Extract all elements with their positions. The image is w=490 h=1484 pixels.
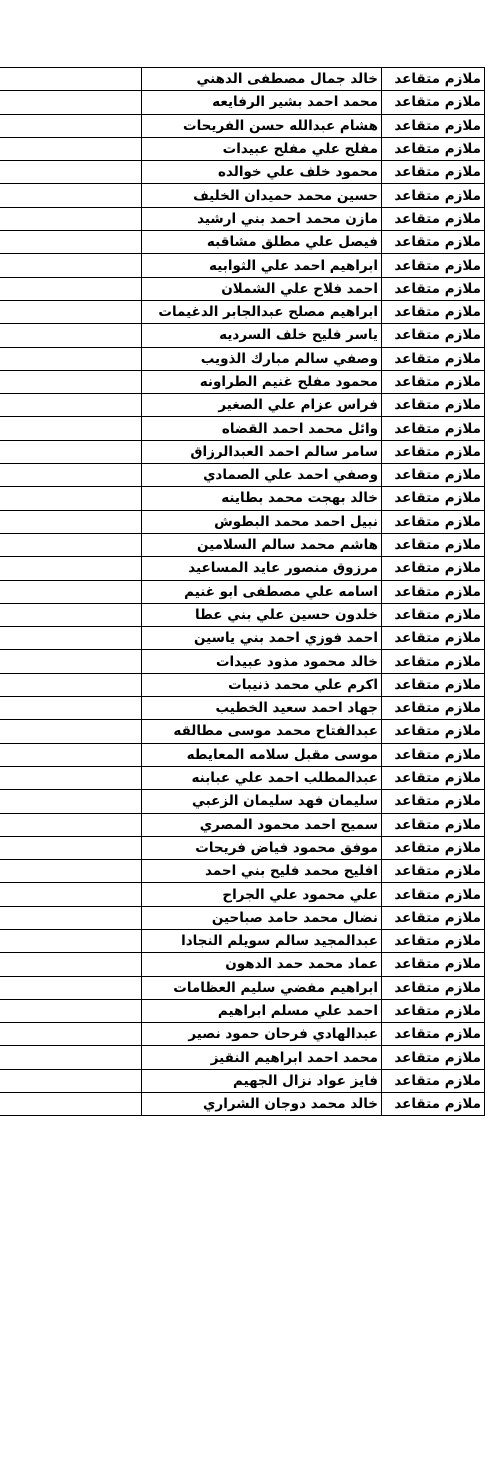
empty-cell	[0, 580, 142, 603]
empty-cell	[0, 464, 142, 487]
rank-cell: ملازم متقاعد	[382, 860, 485, 883]
table-row	[0, 533, 485, 556]
table-row	[0, 347, 485, 370]
table-row	[0, 557, 485, 580]
table-row	[0, 161, 485, 184]
name-cell: عبدالفتاح محمد موسى مطالقه	[142, 720, 382, 743]
empty-cell	[0, 347, 142, 370]
name-cell: هشام عبدالله حسن الفريحات	[142, 114, 382, 137]
table-row	[0, 697, 485, 720]
name-cell: نبيل احمد محمد البطوش	[142, 510, 382, 533]
rank-cell: ملازم متقاعد	[382, 91, 485, 114]
empty-cell	[0, 790, 142, 813]
table-row	[0, 91, 485, 114]
rank-cell: ملازم متقاعد	[382, 394, 485, 417]
name-cell: خالد محمد دوجان الشراري	[142, 1093, 382, 1116]
name-cell: مفلح علي مفلح عبيدات	[142, 137, 382, 160]
empty-cell	[0, 137, 142, 160]
empty-cell	[0, 673, 142, 696]
table-row	[0, 766, 485, 789]
table-row	[0, 650, 485, 673]
empty-cell	[0, 1046, 142, 1069]
rank-cell: ملازم متقاعد	[382, 1046, 485, 1069]
name-cell: اكرم علي محمد ذنيبات	[142, 673, 382, 696]
name-cell: عماد محمد حمد الدهون	[142, 953, 382, 976]
name-cell: سليمان فهد سليمان الزعبي	[142, 790, 382, 813]
empty-cell	[0, 91, 142, 114]
rank-cell: ملازم متقاعد	[382, 999, 485, 1022]
name-cell: عبدالمطلب احمد علي عبابنه	[142, 766, 382, 789]
name-cell: خلدون حسين علي بني عطا	[142, 603, 382, 626]
table-row	[0, 394, 485, 417]
empty-cell	[0, 254, 142, 277]
name-cell: فيصل علي مطلق مشاقبه	[142, 231, 382, 254]
table-row	[0, 254, 485, 277]
name-cell: حسين محمد حميدان الخليف	[142, 184, 382, 207]
empty-cell	[0, 417, 142, 440]
rank-cell: ملازم متقاعد	[382, 673, 485, 696]
name-cell: احمد علي مسلم ابراهيم	[142, 999, 382, 1022]
empty-cell	[0, 883, 142, 906]
table-row	[0, 324, 485, 347]
name-cell: خالد بهجت محمد بطاينه	[142, 487, 382, 510]
empty-cell	[0, 68, 142, 91]
empty-cell	[0, 860, 142, 883]
name-cell: خالد جمال مصطفى الدهني	[142, 68, 382, 91]
table-row	[0, 1046, 485, 1069]
empty-cell	[0, 533, 142, 556]
empty-cell	[0, 766, 142, 789]
empty-cell	[0, 1023, 142, 1046]
empty-cell	[0, 743, 142, 766]
empty-cell	[0, 603, 142, 626]
rank-cell: ملازم متقاعد	[382, 487, 485, 510]
rank-cell: ملازم متقاعد	[382, 627, 485, 650]
rank-cell: ملازم متقاعد	[382, 510, 485, 533]
table-row	[0, 999, 485, 1022]
table-row	[0, 137, 485, 160]
empty-cell	[0, 370, 142, 393]
rank-cell: ملازم متقاعد	[382, 697, 485, 720]
rank-cell: ملازم متقاعد	[382, 254, 485, 277]
rank-cell: ملازم متقاعد	[382, 580, 485, 603]
roster-table	[0, 67, 485, 1116]
empty-cell	[0, 207, 142, 230]
rank-cell: ملازم متقاعد	[382, 906, 485, 929]
rank-cell: ملازم متقاعد	[382, 370, 485, 393]
table-row	[0, 953, 485, 976]
document-sheet	[0, 67, 485, 1116]
table-row	[0, 510, 485, 533]
name-cell: وصفي احمد علي الصمادي	[142, 464, 382, 487]
empty-cell	[0, 697, 142, 720]
empty-cell	[0, 231, 142, 254]
table-row	[0, 231, 485, 254]
table-row	[0, 906, 485, 929]
rank-cell: ملازم متقاعد	[382, 929, 485, 952]
rank-cell: ملازم متقاعد	[382, 417, 485, 440]
name-cell: احمد فلاح علي الشملان	[142, 277, 382, 300]
name-cell: موفق محمود فياض فريحات	[142, 836, 382, 859]
table-row	[0, 417, 485, 440]
rank-cell: ملازم متقاعد	[382, 976, 485, 999]
rank-cell: ملازم متقاعد	[382, 207, 485, 230]
table-row	[0, 883, 485, 906]
table-row	[0, 580, 485, 603]
rank-cell: ملازم متقاعد	[382, 1023, 485, 1046]
rank-cell: ملازم متقاعد	[382, 790, 485, 813]
table-row	[0, 68, 485, 91]
name-cell: موسى مقبل سلامه المعايطه	[142, 743, 382, 766]
name-cell: جهاد احمد سعيد الخطيب	[142, 697, 382, 720]
table-row	[0, 440, 485, 463]
empty-cell	[0, 324, 142, 347]
rank-cell: ملازم متقاعد	[382, 137, 485, 160]
rank-cell: ملازم متقاعد	[382, 464, 485, 487]
empty-cell	[0, 1093, 142, 1116]
rank-cell: ملازم متقاعد	[382, 1069, 485, 1092]
name-cell: علي محمود علي الجراح	[142, 883, 382, 906]
empty-cell	[0, 650, 142, 673]
name-cell: سامر سالم احمد العبدالرزاق	[142, 440, 382, 463]
rank-cell: ملازم متقاعد	[382, 68, 485, 91]
table-row	[0, 184, 485, 207]
rank-cell: ملازم متقاعد	[382, 324, 485, 347]
rank-cell: ملازم متقاعد	[382, 440, 485, 463]
name-cell: نضال محمد حامد صباحين	[142, 906, 382, 929]
empty-cell	[0, 906, 142, 929]
empty-cell	[0, 720, 142, 743]
table-row	[0, 487, 485, 510]
name-cell: احمد فوزي احمد بني ياسين	[142, 627, 382, 650]
name-cell: هاشم محمد سالم السلامين	[142, 533, 382, 556]
table-row	[0, 464, 485, 487]
empty-cell	[0, 394, 142, 417]
name-cell: ابراهيم احمد علي الثوابيه	[142, 254, 382, 277]
table-row	[0, 114, 485, 137]
empty-cell	[0, 836, 142, 859]
table-row	[0, 790, 485, 813]
table-row	[0, 673, 485, 696]
roster-body	[0, 68, 485, 1116]
table-row	[0, 860, 485, 883]
rank-cell: ملازم متقاعد	[382, 953, 485, 976]
rank-cell: ملازم متقاعد	[382, 300, 485, 323]
name-cell: سميح احمد محمود المصري	[142, 813, 382, 836]
name-cell: فراس عزام علي الصغير	[142, 394, 382, 417]
empty-cell	[0, 300, 142, 323]
empty-cell	[0, 277, 142, 300]
table-row	[0, 976, 485, 999]
name-cell: وصفي سالم مبارك الذويب	[142, 347, 382, 370]
name-cell: ابراهيم مفضي سليم العظامات	[142, 976, 382, 999]
table-row	[0, 1023, 485, 1046]
name-cell: عبدالهادي فرحان حمود نصير	[142, 1023, 382, 1046]
empty-cell	[0, 627, 142, 650]
table-row	[0, 1069, 485, 1092]
empty-cell	[0, 557, 142, 580]
table-row	[0, 300, 485, 323]
name-cell: محمود مفلح غنيم الطراونه	[142, 370, 382, 393]
rank-cell: ملازم متقاعد	[382, 883, 485, 906]
rank-cell: ملازم متقاعد	[382, 720, 485, 743]
name-cell: مازن محمد احمد بني ارشيد	[142, 207, 382, 230]
empty-cell	[0, 184, 142, 207]
rank-cell: ملازم متقاعد	[382, 650, 485, 673]
empty-cell	[0, 440, 142, 463]
table-row	[0, 207, 485, 230]
rank-cell: ملازم متقاعد	[382, 277, 485, 300]
rank-cell: ملازم متقاعد	[382, 231, 485, 254]
rank-cell: ملازم متقاعد	[382, 743, 485, 766]
empty-cell	[0, 161, 142, 184]
rank-cell: ملازم متقاعد	[382, 1093, 485, 1116]
rank-cell: ملازم متقاعد	[382, 114, 485, 137]
table-row	[0, 370, 485, 393]
table-row	[0, 720, 485, 743]
name-cell: محمد احمد ابراهيم النقيز	[142, 1046, 382, 1069]
rank-cell: ملازم متقاعد	[382, 557, 485, 580]
table-row	[0, 836, 485, 859]
name-cell: اسامه علي مصطفى ابو غنيم	[142, 580, 382, 603]
empty-cell	[0, 976, 142, 999]
table-row	[0, 1093, 485, 1116]
empty-cell	[0, 813, 142, 836]
empty-cell	[0, 953, 142, 976]
name-cell: وائل محمد احمد القضاه	[142, 417, 382, 440]
name-cell: ياسر فليح خلف السرديه	[142, 324, 382, 347]
rank-cell: ملازم متقاعد	[382, 347, 485, 370]
table-row	[0, 743, 485, 766]
name-cell: فايز عواد نزال الجهيم	[142, 1069, 382, 1092]
empty-cell	[0, 114, 142, 137]
table-row	[0, 627, 485, 650]
table-row	[0, 603, 485, 626]
name-cell: ابراهيم مصلح عبدالجابر الدغيمات	[142, 300, 382, 323]
rank-cell: ملازم متقاعد	[382, 836, 485, 859]
name-cell: افليح محمد فليح بني احمد	[142, 860, 382, 883]
empty-cell	[0, 1069, 142, 1092]
rank-cell: ملازم متقاعد	[382, 766, 485, 789]
table-row	[0, 929, 485, 952]
rank-cell: ملازم متقاعد	[382, 184, 485, 207]
empty-cell	[0, 929, 142, 952]
name-cell: مرزوق منصور عايد المساعيد	[142, 557, 382, 580]
table-row	[0, 813, 485, 836]
empty-cell	[0, 510, 142, 533]
name-cell: عبدالمجيد سالم سويلم النجادا	[142, 929, 382, 952]
empty-cell	[0, 999, 142, 1022]
empty-cell	[0, 487, 142, 510]
name-cell: خالد محمود مذود عبيدات	[142, 650, 382, 673]
name-cell: محمد احمد بشير الرفايعه	[142, 91, 382, 114]
table-row	[0, 277, 485, 300]
rank-cell: ملازم متقاعد	[382, 603, 485, 626]
name-cell: محمود خلف علي خوالده	[142, 161, 382, 184]
rank-cell: ملازم متقاعد	[382, 161, 485, 184]
rank-cell: ملازم متقاعد	[382, 813, 485, 836]
rank-cell: ملازم متقاعد	[382, 533, 485, 556]
